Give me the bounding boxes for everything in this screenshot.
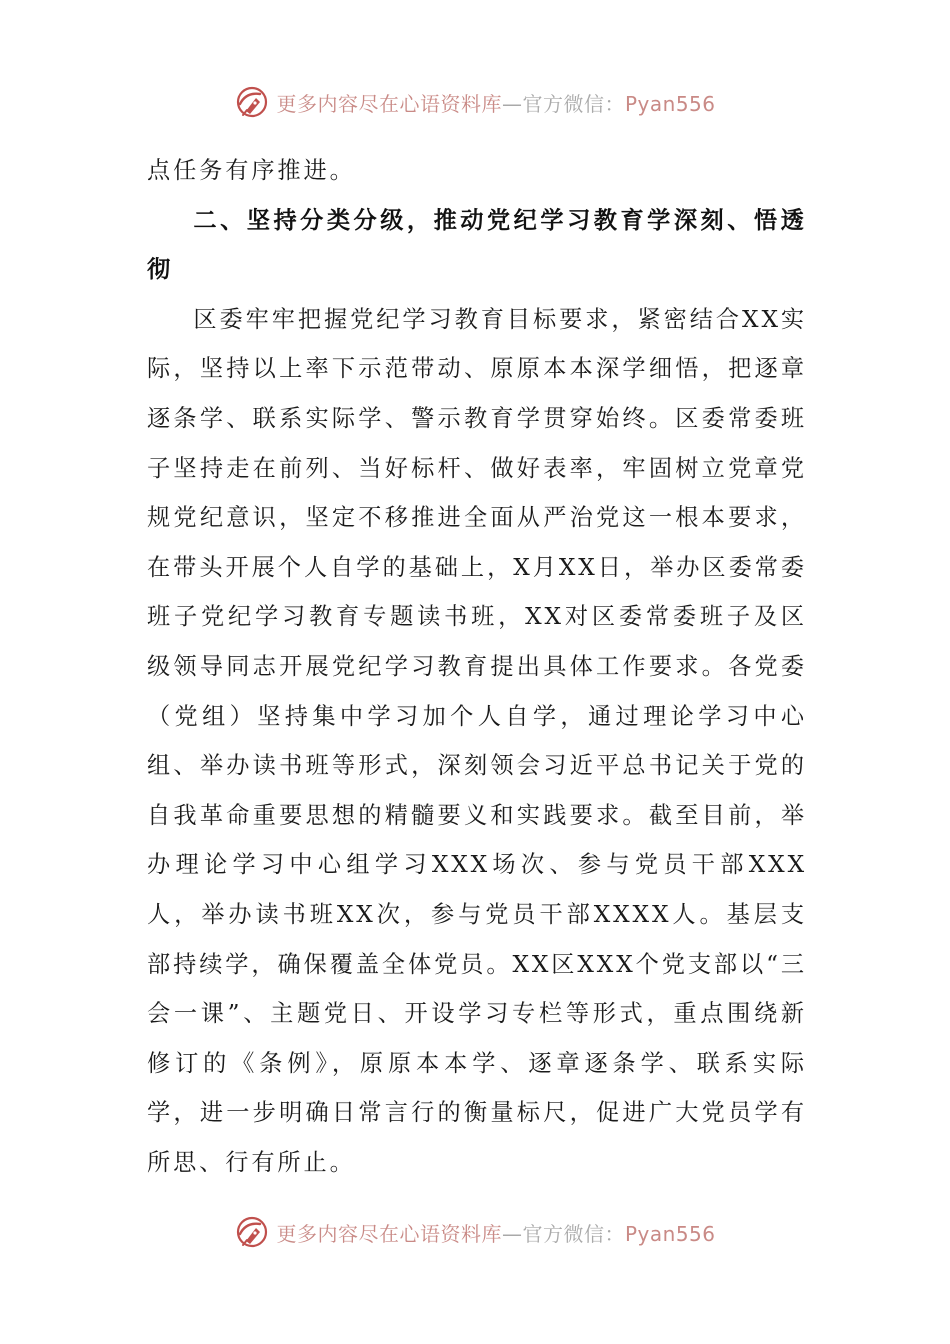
header-watermark-text bbox=[276, 88, 715, 117]
header-watermark bbox=[0, 80, 950, 124]
header-watermark-wechat-label: 官方微信： bbox=[522, 91, 625, 116]
section-heading: 二、坚持分类分级，推动党纪学习教育学深刻、悟透彻 bbox=[147, 206, 807, 284]
document-body bbox=[147, 146, 807, 1187]
footer-watermark-wechat-id: Pyan556 bbox=[624, 1221, 716, 1246]
header-watermark-prefix: 更多内容尽在心语资料库 bbox=[276, 91, 502, 116]
footer-watermark bbox=[0, 1210, 950, 1254]
footer-watermark-text bbox=[276, 1218, 715, 1247]
pen-nib-logo-icon bbox=[234, 1214, 270, 1250]
header-watermark-wechat-id: Pyan556 bbox=[624, 91, 716, 116]
header-watermark-separator: — bbox=[501, 91, 523, 116]
footer-watermark-separator: — bbox=[501, 1221, 523, 1246]
continuation-line: 点任务有序推进。 bbox=[147, 157, 356, 184]
footer-watermark-wechat-label: 官方微信： bbox=[522, 1221, 625, 1246]
footer-watermark-prefix: 更多内容尽在心语资料库 bbox=[276, 1221, 502, 1246]
body-paragraph: 区委牢牢把握党纪学习教育目标要求，紧密结合XX实际，坚持以上率下示范带动、原原本本深学细悟，把逐章逐条学、联系实际学、警示教育学贯穿始终。区委常委班子坚持走在前列、当好标杆、做好表率，牢固树立党章党规党纪意识，坚定不移推进全面从严治党这一根本要求，在带头开展个人自学的基础上，X月XX日，举办区委常委班子党纪学习教育专题读书班，XX对区委常委班子及区级领导同志开展党纪学习教育提出具体工作要求。各党委（党组）坚持集中学习加个人自学，通过理论学习中心组、举办读书班等形式，深刻领会习近平总书记关于党的自我革命重要思想的精髓要义和实践要求。截至目前，举办理论学习中心组学习XXX场次、参与党员干部XXX人，举办读书班XX次，参与党员干部XXXX人。基层支部持续学，确保覆盖全体党员。XX区XXX个党支部以“三会一课”、主题党日、开设学习专栏等形式，重点围绕新修订的《条例》，原原本本学、逐章逐条学、联系实际学，进一步明确日常言行的衡量标尺，促进广大党员学有所思、行有所止。 bbox=[147, 305, 807, 1176]
pen-nib-logo-icon bbox=[234, 84, 270, 120]
